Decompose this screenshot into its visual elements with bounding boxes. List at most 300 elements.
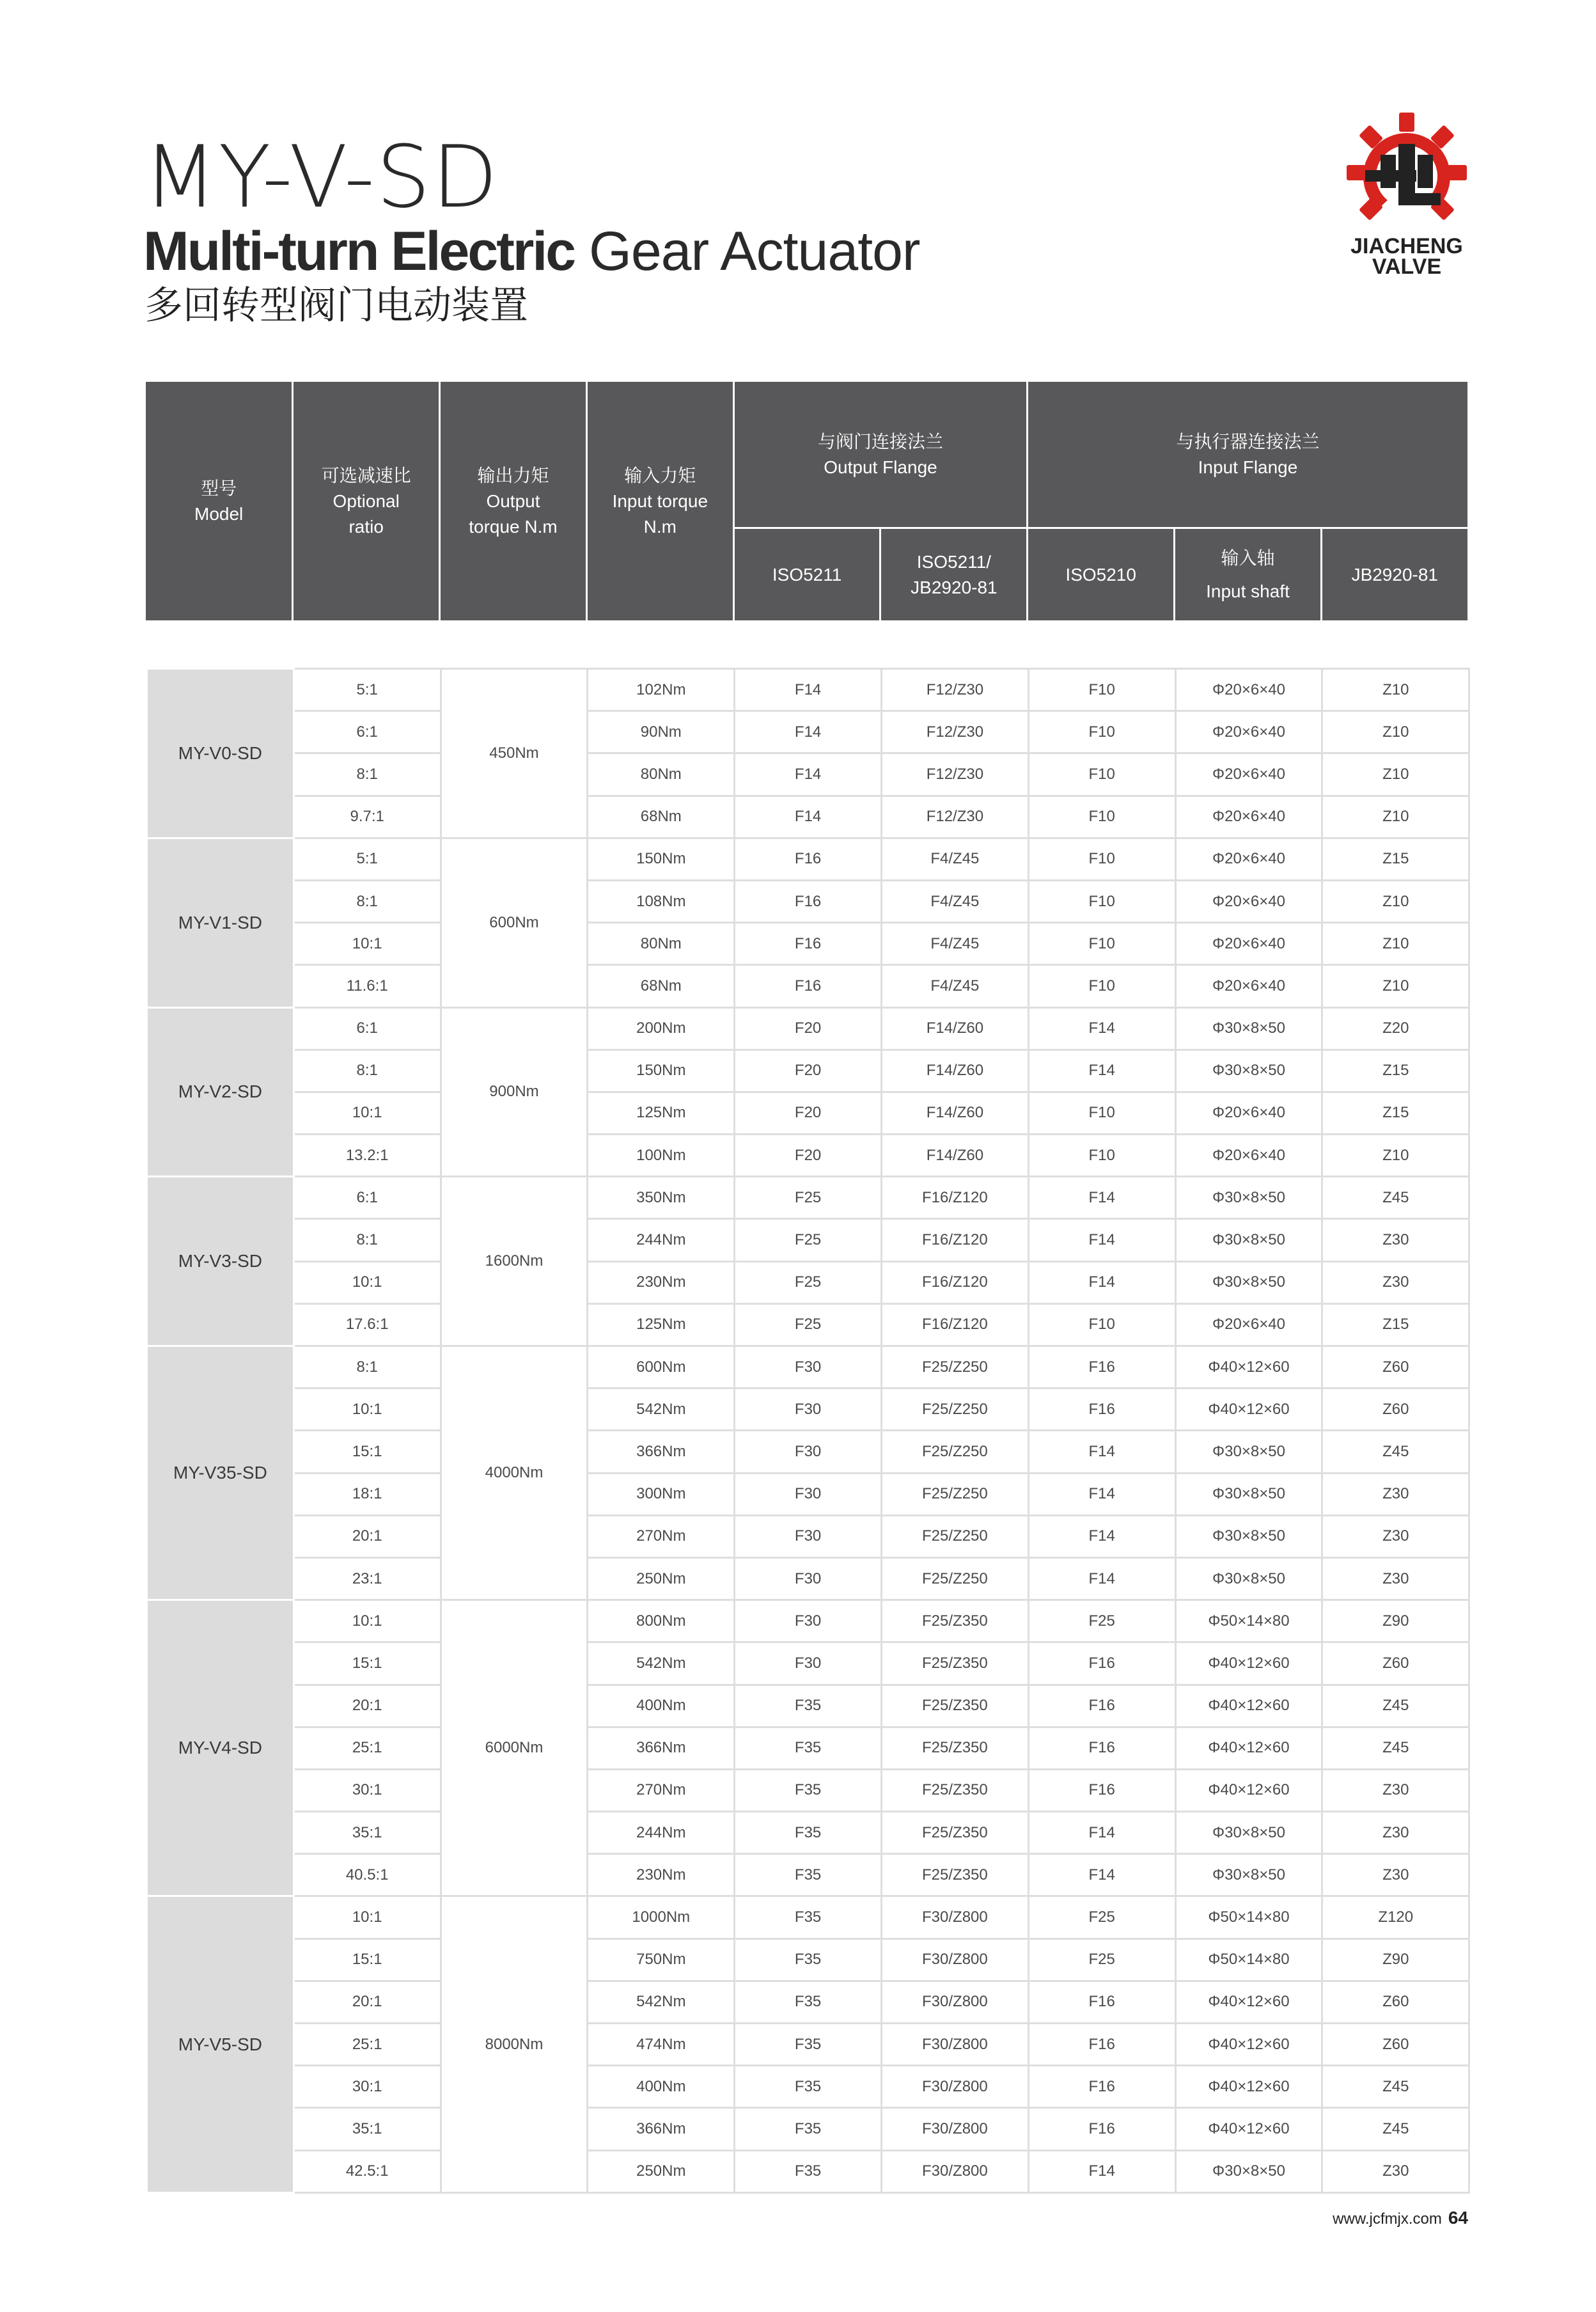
input-shaft-cell: Φ30×8×50 [1175,1473,1322,1515]
iso5210-cell: F10 [1028,753,1175,796]
ratio-cell: 10:1 [293,1261,441,1303]
input-torque-cell: 125Nm [588,1092,735,1134]
table-row [147,1177,1469,1219]
ratio-cell: 20:1 [293,1685,441,1727]
jb2920-cell: Z45 [1322,1177,1469,1219]
table-row [147,796,1469,838]
iso5211-jb-cell: F25/Z250 [881,1557,1028,1600]
iso5210-cell: F14 [1028,1177,1175,1219]
ratio-cell: 30:1 [293,2066,441,2108]
table-row [147,711,1469,753]
subtitle-regular: Gear Actuator [588,221,920,282]
output-torque-cell: 900Nm [441,1007,588,1177]
input-shaft-cell: Φ20×6×40 [1175,1092,1322,1134]
table-row [147,838,1469,880]
input-torque-cell: 80Nm [588,923,735,965]
iso5211-jb-cell: F30/Z800 [881,1938,1028,1981]
table-row [147,1219,1469,1261]
model-cell: MY-V2-SD [147,1007,294,1177]
input-torque-cell: 600Nm [588,1346,735,1388]
header-iso5210: ISO5210 [1028,528,1175,622]
input-shaft-cell: Φ30×8×50 [1175,1515,1322,1557]
iso5211-jb-cell: F4/Z45 [881,965,1028,1007]
input-shaft-cell: Φ40×12×60 [1175,2108,1322,2150]
iso5211-jb-cell: F25/Z250 [881,1346,1028,1388]
ratio-cell: 15:1 [293,1642,441,1685]
iso5210-cell: F14 [1028,1473,1175,1515]
input-torque-cell: 366Nm [588,1727,735,1769]
input-shaft-cell: Φ40×12×60 [1175,2024,1322,2066]
jb2920-cell: Z30 [1322,1812,1469,1854]
input-shaft-cell: Φ40×12×60 [1175,1346,1322,1388]
iso5211-jb-cell: F12/Z30 [881,753,1028,796]
iso5211-cell: F16 [735,838,882,880]
iso5210-cell: F16 [1028,1769,1175,1811]
iso5211-jb-cell: F14/Z60 [881,1007,1028,1050]
logo-text-line2: VALVE [1372,255,1442,279]
input-shaft-cell: Φ20×6×40 [1175,796,1322,838]
ratio-cell: 5:1 [293,838,441,880]
input-torque-cell: 1000Nm [588,1896,735,1938]
ratio-cell: 9.7:1 [293,796,441,838]
iso5211-jb-cell: F14/Z60 [881,1050,1028,1092]
table-row [147,1981,1469,2023]
input-torque-cell: 542Nm [588,1388,735,1431]
iso5211-jb-cell: F25/Z350 [881,1642,1028,1685]
iso5211-cell: F25 [735,1303,882,1346]
input-torque-cell: 400Nm [588,1685,735,1727]
iso5211-cell: F14 [735,753,882,796]
input-torque-cell: 90Nm [588,711,735,753]
input-torque-cell: 230Nm [588,1261,735,1303]
iso5211-cell: F35 [735,1769,882,1811]
input-shaft-cell: Φ20×6×40 [1175,711,1322,753]
input-shaft-cell: Φ30×8×50 [1175,1557,1322,1600]
input-torque-cell: 244Nm [588,1812,735,1854]
iso5211-jb-cell: F12/Z30 [881,669,1028,711]
iso5211-cell: F35 [735,2150,882,2192]
table-row [147,1050,1469,1092]
iso5211-cell: F30 [735,1431,882,1473]
ratio-cell: 6:1 [293,711,441,753]
input-shaft-cell: Φ20×6×40 [1175,923,1322,965]
output-torque-cell: 1600Nm [441,1177,588,1346]
input-torque-cell: 300Nm [588,1473,735,1515]
table-row [147,2024,1469,2066]
ratio-cell: 8:1 [293,880,441,922]
iso5211-cell: F16 [735,965,882,1007]
logo-text-line1: JIACHENG [1350,234,1463,258]
jb2920-cell: Z10 [1322,753,1469,796]
jb2920-cell: Z30 [1322,1473,1469,1515]
iso5211-cell: F30 [735,1473,882,1515]
model-cell: MY-V35-SD [147,1346,294,1600]
iso5210-cell: F25 [1028,1938,1175,1981]
jb2920-cell: Z30 [1322,1557,1469,1600]
input-torque-cell: 230Nm [588,1854,735,1896]
iso5211-cell: F30 [735,1600,882,1642]
iso5210-cell: F14 [1028,1854,1175,1896]
iso5210-cell: F16 [1028,1981,1175,2023]
input-torque-cell: 366Nm [588,1431,735,1473]
iso5210-cell: F10 [1028,1092,1175,1134]
iso5211-cell: F20 [735,1135,882,1177]
iso5211-jb-cell: F14/Z60 [881,1092,1028,1134]
iso5210-cell: F16 [1028,1727,1175,1769]
input-shaft-cell: Φ50×14×80 [1175,1896,1322,1938]
iso5210-cell: F10 [1028,1303,1175,1346]
iso5210-cell: F10 [1028,923,1175,965]
input-shaft-cell: Φ30×8×50 [1175,1177,1322,1219]
iso5211-jb-cell: F16/Z120 [881,1219,1028,1261]
ratio-cell: 18:1 [293,1473,441,1515]
spec-table-header [146,380,1469,622]
iso5210-cell: F10 [1028,796,1175,838]
iso5211-cell: F30 [735,1515,882,1557]
ratio-cell: 10:1 [293,1600,441,1642]
page-title: MY-V-SD [143,127,499,227]
iso5211-jb-cell: F4/Z45 [881,838,1028,880]
jb2920-cell: Z90 [1322,1938,1469,1981]
input-torque-cell: 68Nm [588,796,735,838]
ratio-cell: 8:1 [293,1346,441,1388]
input-torque-cell: 270Nm [588,1515,735,1557]
iso5210-cell: F16 [1028,1642,1175,1685]
input-torque-cell: 200Nm [588,1007,735,1050]
ratio-cell: 25:1 [293,1727,441,1769]
jb2920-cell: Z30 [1322,1261,1469,1303]
ratio-cell: 23:1 [293,1557,441,1600]
spec-table-body [146,668,1470,2194]
ratio-cell: 8:1 [293,1050,441,1092]
input-shaft-cell: Φ30×8×50 [1175,1219,1322,1261]
input-torque-cell: 366Nm [588,2108,735,2150]
table-row [147,1896,1469,1938]
ratio-cell: 15:1 [293,1938,441,1981]
ratio-cell: 11.6:1 [293,965,441,1007]
iso5211-jb-cell: F25/Z250 [881,1473,1028,1515]
ratio-cell: 20:1 [293,1981,441,2023]
input-torque-cell: 244Nm [588,1219,735,1261]
model-cell: MY-V1-SD [147,838,294,1007]
input-shaft-cell: Φ40×12×60 [1175,1769,1322,1811]
input-torque-cell: 150Nm [588,838,735,880]
iso5211-jb-cell: F30/Z800 [881,1896,1028,1938]
iso5211-cell: F14 [735,796,882,838]
iso5211-cell: F35 [735,1727,882,1769]
output-torque-cell: 450Nm [441,669,588,838]
input-shaft-cell: Φ20×6×40 [1175,669,1322,711]
iso5211-cell: F35 [735,1812,882,1854]
ratio-cell: 5:1 [293,669,441,711]
jb2920-cell: Z60 [1322,1642,1469,1685]
table-row [147,923,1469,965]
jb2920-cell: Z15 [1322,1092,1469,1134]
input-torque-cell: 400Nm [588,2066,735,2108]
iso5211-cell: F30 [735,1388,882,1431]
jb2920-cell: Z10 [1322,880,1469,922]
table-row [147,1092,1469,1134]
input-shaft-cell: Φ50×14×80 [1175,1938,1322,1981]
iso5210-cell: F25 [1028,1600,1175,1642]
ratio-cell: 25:1 [293,2024,441,2066]
input-shaft-cell: Φ30×8×50 [1175,1050,1322,1092]
header-iso5211: ISO5211 [733,528,880,622]
iso5210-cell: F10 [1028,965,1175,1007]
iso5210-cell: F10 [1028,1135,1175,1177]
table-row [147,1812,1469,1854]
ratio-cell: 35:1 [293,1812,441,1854]
iso5210-cell: F14 [1028,1515,1175,1557]
input-shaft-cell: Φ20×6×40 [1175,838,1322,880]
iso5211-jb-cell: F25/Z350 [881,1854,1028,1896]
table-row [147,1769,1469,1811]
table-row [147,1007,1469,1050]
jb2920-cell: Z15 [1322,838,1469,880]
jb2920-cell: Z20 [1322,1007,1469,1050]
table-row [147,1473,1469,1515]
ratio-cell: 10:1 [293,923,441,965]
input-shaft-cell: Φ40×12×60 [1175,1727,1322,1769]
ratio-cell: 6:1 [293,1177,441,1219]
table-row [147,1938,1469,1981]
jb2920-cell: Z60 [1322,2024,1469,2066]
iso5211-jb-cell: F30/Z800 [881,2066,1028,2108]
iso5210-cell: F10 [1028,669,1175,711]
ratio-cell: 10:1 [293,1388,441,1431]
table-row [147,669,1469,711]
iso5210-cell: F14 [1028,1219,1175,1261]
input-shaft-cell: Φ30×8×50 [1175,1261,1322,1303]
output-torque-cell: 600Nm [441,838,588,1007]
jb2920-cell: Z30 [1322,1219,1469,1261]
input-shaft-cell: Φ30×8×50 [1175,1431,1322,1473]
iso5211-jb-cell: F30/Z800 [881,2108,1028,2150]
iso5210-cell: F16 [1028,1346,1175,1388]
iso5211-cell: F35 [735,2108,882,2150]
iso5211-cell: F20 [735,1092,882,1134]
table-row [147,1431,1469,1473]
input-torque-cell: 108Nm [588,880,735,922]
iso5210-cell: F14 [1028,1431,1175,1473]
iso5211-cell: F25 [735,1177,882,1219]
input-torque-cell: 80Nm [588,753,735,796]
chinese-title: 多回转型阀门电动装置 [145,283,528,328]
header-iso5211-jb: ISO5211/ JB2920-81 [880,528,1028,622]
input-shaft-cell: Φ30×8×50 [1175,1854,1322,1896]
table-row [147,1515,1469,1557]
jb2920-cell: Z10 [1322,965,1469,1007]
input-torque-cell: 474Nm [588,2024,735,2066]
iso5211-cell: F20 [735,1007,882,1050]
iso5211-jb-cell: F16/Z120 [881,1303,1028,1346]
iso5210-cell: F16 [1028,1388,1175,1431]
footer-url: www.jcfmjx.com [1333,2210,1442,2228]
iso5211-jb-cell: F4/Z45 [881,880,1028,922]
input-torque-cell: 542Nm [588,1981,735,2023]
table-row [147,2108,1469,2150]
header-output-flange: 与阀门连接法兰 Output Flange [733,381,1028,528]
input-shaft-cell: Φ20×6×40 [1175,1135,1322,1177]
ratio-cell: 17.6:1 [293,1303,441,1346]
iso5211-cell: F14 [735,711,882,753]
jb2920-cell: Z15 [1322,1303,1469,1346]
input-shaft-cell: Φ50×14×80 [1175,1600,1322,1642]
iso5211-cell: F35 [735,2066,882,2108]
input-torque-cell: 270Nm [588,1769,735,1811]
iso5211-cell: F16 [735,880,882,922]
jb2920-cell: Z60 [1322,1981,1469,2023]
table-row [147,1642,1469,1685]
input-torque-cell: 150Nm [588,1050,735,1092]
input-shaft-cell: Φ20×6×40 [1175,880,1322,922]
jb2920-cell: Z45 [1322,2066,1469,2108]
header-input-shaft: 输入轴 Input shaft [1175,528,1322,622]
input-shaft-cell: Φ20×6×40 [1175,753,1322,796]
jb2920-cell: Z10 [1322,796,1469,838]
jb2920-cell: Z30 [1322,1854,1469,1896]
iso5210-cell: F16 [1028,2066,1175,2108]
table-row [147,2066,1469,2108]
input-shaft-cell: Φ20×6×40 [1175,965,1322,1007]
input-torque-cell: 125Nm [588,1303,735,1346]
output-torque-cell: 4000Nm [441,1346,588,1600]
input-torque-cell: 250Nm [588,1557,735,1600]
ratio-cell: 42.5:1 [293,2150,441,2192]
jb2920-cell: Z10 [1322,923,1469,965]
ratio-cell: 10:1 [293,1092,441,1134]
jb2920-cell: Z45 [1322,1685,1469,1727]
iso5211-jb-cell: F25/Z350 [881,1685,1028,1727]
iso5211-jb-cell: F12/Z30 [881,711,1028,753]
jb2920-cell: Z10 [1322,711,1469,753]
iso5211-cell: F35 [735,1685,882,1727]
table-row [147,1685,1469,1727]
iso5210-cell: F10 [1028,711,1175,753]
header-model: 型号 Model [146,381,293,622]
table-row [147,753,1469,796]
iso5211-cell: F35 [735,1981,882,2023]
iso5211-cell: F30 [735,1642,882,1685]
iso5211-cell: F14 [735,669,882,711]
page-footer [1333,2208,1468,2228]
input-torque-cell: 542Nm [588,1642,735,1685]
header-ratio: 可选减速比 Optional ratio [293,381,440,622]
jb2920-cell: Z15 [1322,1050,1469,1092]
table-row [147,1600,1469,1642]
model-cell: MY-V4-SD [147,1600,294,1896]
iso5210-cell: F16 [1028,1685,1175,1727]
header-input-torque: 输入力矩 Input torque N.m [586,381,733,622]
jb2920-cell: Z10 [1322,1135,1469,1177]
iso5211-jb-cell: F25/Z350 [881,1727,1028,1769]
ratio-cell: 10:1 [293,1896,441,1938]
iso5211-cell: F25 [735,1261,882,1303]
table-row [147,1135,1469,1177]
iso5210-cell: F14 [1028,1050,1175,1092]
input-shaft-cell: Φ30×8×50 [1175,2150,1322,2192]
input-torque-cell: 750Nm [588,1938,735,1981]
iso5211-jb-cell: F30/Z800 [881,2024,1028,2066]
iso5211-jb-cell: F30/Z800 [881,1981,1028,2023]
iso5210-cell: F14 [1028,1007,1175,1050]
iso5211-jb-cell: F4/Z45 [881,923,1028,965]
header-output-torque: 输出力矩 Output torque N.m [440,381,587,622]
input-shaft-cell: Φ20×6×40 [1175,1303,1322,1346]
ratio-cell: 20:1 [293,1515,441,1557]
iso5211-cell: F35 [735,1854,882,1896]
jb2920-cell: Z60 [1322,1388,1469,1431]
table-row [147,2150,1469,2192]
table-row [147,1854,1469,1896]
jb2920-cell: Z45 [1322,2108,1469,2150]
output-torque-cell: 6000Nm [441,1600,588,1896]
model-cell: MY-V0-SD [147,669,294,838]
iso5211-jb-cell: F25/Z350 [881,1600,1028,1642]
iso5210-cell: F10 [1028,880,1175,922]
iso5211-cell: F30 [735,1346,882,1388]
header-jb2920: JB2920-81 [1321,528,1468,622]
input-shaft-cell: Φ40×12×60 [1175,1981,1322,2023]
input-torque-cell: 250Nm [588,2150,735,2192]
ratio-cell: 13.2:1 [293,1135,441,1177]
iso5211-jb-cell: F14/Z60 [881,1135,1028,1177]
jb2920-cell: Z45 [1322,1727,1469,1769]
product-subtitle [143,221,920,282]
table-row [147,1261,1469,1303]
iso5211-cell: F35 [735,2024,882,2066]
iso5211-jb-cell: F16/Z120 [881,1177,1028,1219]
input-shaft-cell: Φ40×12×60 [1175,1685,1322,1727]
ratio-cell: 8:1 [293,1219,441,1261]
iso5210-cell: F14 [1028,1812,1175,1854]
ratio-cell: 35:1 [293,2108,441,2150]
iso5211-jb-cell: F25/Z350 [881,1812,1028,1854]
input-torque-cell: 100Nm [588,1135,735,1177]
iso5211-cell: F20 [735,1050,882,1092]
input-torque-cell: 102Nm [588,669,735,711]
input-torque-cell: 350Nm [588,1177,735,1219]
subtitle-bold: Multi-turn Electric [143,221,575,282]
iso5211-jb-cell: F25/Z250 [881,1515,1028,1557]
iso5211-jb-cell: F25/Z250 [881,1431,1028,1473]
model-cell: MY-V5-SD [147,1896,294,2192]
table-row [147,1557,1469,1600]
model-cell: MY-V3-SD [147,1177,294,1346]
table-row [147,1303,1469,1346]
iso5210-cell: F25 [1028,1896,1175,1938]
input-shaft-cell: Φ40×12×60 [1175,1642,1322,1685]
input-shaft-cell: Φ30×8×50 [1175,1812,1322,1854]
jb2920-cell: Z10 [1322,669,1469,711]
input-shaft-cell: Φ40×12×60 [1175,1388,1322,1431]
iso5211-jb-cell: F25/Z350 [881,1769,1028,1811]
iso5211-cell: F35 [735,1896,882,1938]
jb2920-cell: Z120 [1322,1896,1469,1938]
ratio-cell: 40.5:1 [293,1854,441,1896]
iso5211-jb-cell: F16/Z120 [881,1261,1028,1303]
iso5210-cell: F10 [1028,838,1175,880]
iso5211-jb-cell: F12/Z30 [881,796,1028,838]
ratio-cell: 8:1 [293,753,441,796]
input-torque-cell: 800Nm [588,1600,735,1642]
iso5211-cell: F30 [735,1557,882,1600]
ratio-cell: 15:1 [293,1431,441,1473]
jb2920-cell: Z30 [1322,1769,1469,1811]
table-row [147,965,1469,1007]
input-shaft-cell: Φ40×12×60 [1175,2066,1322,2108]
table-row [147,880,1469,922]
